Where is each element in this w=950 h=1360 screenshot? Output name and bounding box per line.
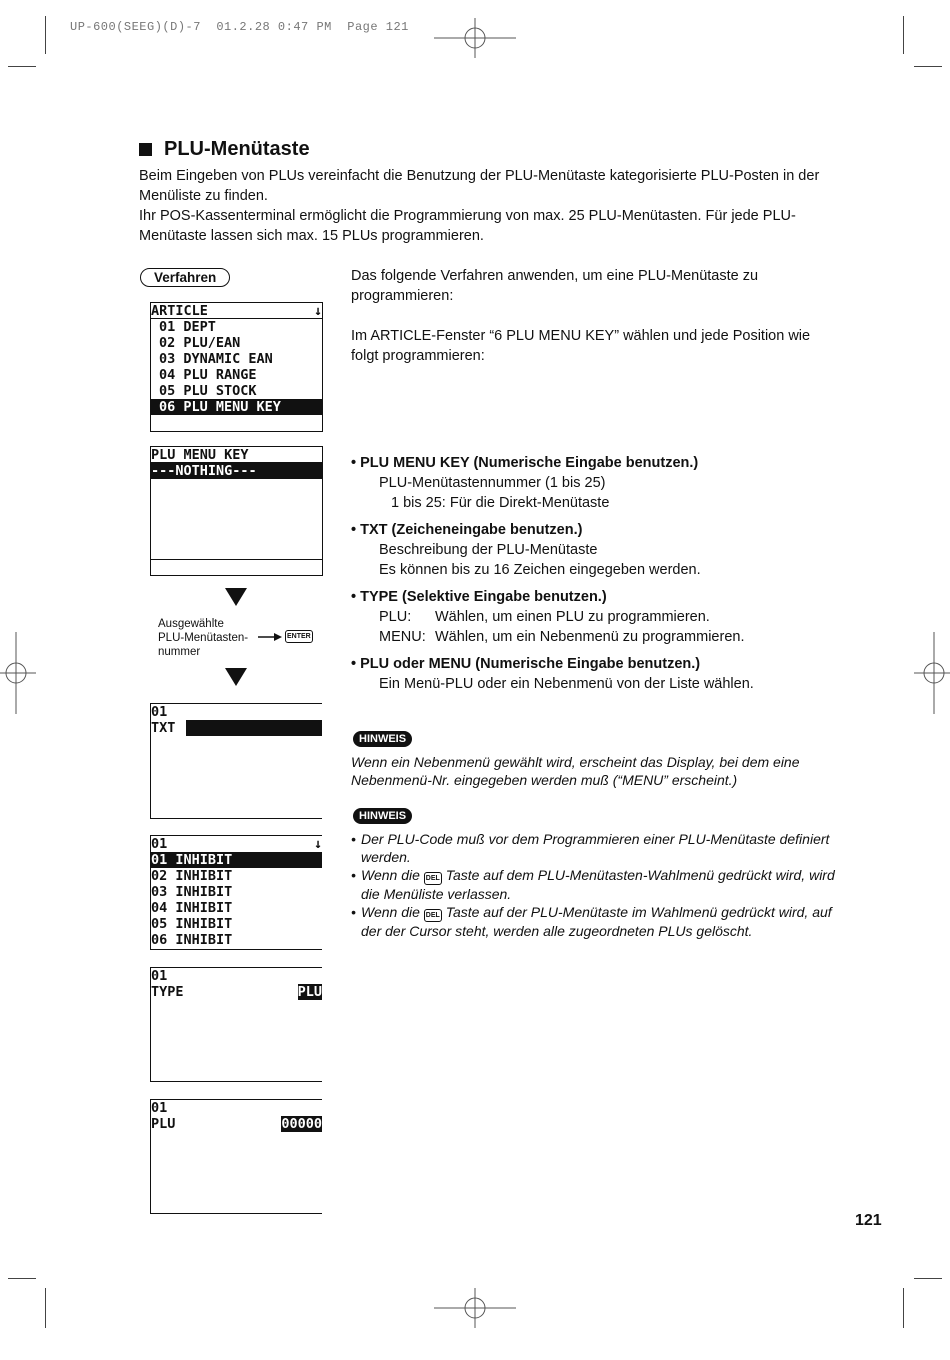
enter-key-icon: ENTER [285,630,313,643]
intro-text: Beim Eingeben von PLUs vereinfacht die Benutzung der PLU-Menütaste kategorisierte PLU-Posten in der Menüliste zu finden. Ihr POS-Kassenterminal ermöglicht die Programmierung von max. 25 PLU-Menütasten. Für jede PLU-Menütaste lassen sich max. 15 PLUs programmieren. [139,168,820,244]
page-number: 121 [855,1212,882,1229]
text-cursor-field [186,720,322,736]
crop-mark [45,16,46,54]
arrow-down-icon [225,668,247,686]
print-slug: UP-600(SEEG)(D)-7 01.2.28 0:47 PM Page 121 [70,20,409,34]
selected-row: 01 INHIBIT [151,852,322,868]
crop-mark [914,1278,942,1279]
field-type: • TYPE (Selektive Eingabe benutzen.) PLU: Wählen, um einen PLU zu programmieren. MENU: Wählen, um ein Nebenmenü zu programmieren. [351,589,745,645]
lcd-type-screen: 01 TYPE PLU [150,967,322,1082]
del-key-icon: DEL [424,872,442,885]
lcd-menu-list-screen: 01 ↓ 01 INHIBIT 02 INHIBIT 03 INHIBIT 04 INHIBIT 05 INHIBIT 06 INHIBIT [151,836,322,948]
selected-row: 06 PLU MENU KEY [151,399,322,415]
side-note: Ausgewählte PLU-Menütasten- nummer [158,618,249,658]
lcd-plu-screen: 01 PLU 00000 [150,1099,322,1214]
crop-mark [45,1288,46,1328]
lcd-article-screen: ARTICLE ↓ 01 DEPT 02 PLU/EAN 03 DYNAMIC EAN 04 PLU RANGE 05 PLU STOCK 06 PLU MENU KEY [150,302,323,432]
lcd-txt-screen: 01 TXT [150,703,322,819]
procedure-badge: Verfahren [140,268,230,287]
type-value: PLU [297,984,322,1000]
arrow-right-icon [258,632,282,642]
plu-value: 00000 [281,1116,322,1132]
del-key-icon: DEL [424,909,442,922]
square-bullet-icon [139,143,152,156]
lcd-plu-menu-key-screen: PLU MENU KEY ---NOTHING--- [150,446,323,576]
hinweis-badge: HINWEIS [353,731,412,747]
section-title: PLU-Menütaste [139,138,310,161]
field-plu-or-menu: • PLU oder MENU (Numerische Eingabe benutzen.) Ein Menü-PLU oder ein Nebenmenü von der Liste wählen. [351,656,754,692]
procedure-text: Das folgende Verfahren anwenden, um eine PLU-Menütaste zu programmieren: Im ARTICLE-Fenster “6 PLU MENU KEY” wählen und jede Position wie folgt programmieren: [351,268,811,364]
list-item: • Wenn die DEL Taste auf dem PLU-Menütasten-Wahlmenü gedrückt wird, wird die Menüliste verlassen. [351,867,835,902]
hinweis-badge: HINWEIS [353,808,412,824]
registration-mark [434,18,516,58]
list-item: • Der PLU-Code muß vor dem Programmieren einer PLU-Menütaste definiert werden. [351,831,830,865]
crop-mark [8,1278,36,1279]
crop-mark [903,16,904,54]
crop-mark [8,66,36,67]
crop-mark [903,1288,904,1328]
registration-mark [914,632,950,714]
scroll-down-icon: ↓ [313,836,322,852]
field-txt: • TXT (Zeicheneingabe benutzen.) Beschreibung der PLU-Menütaste Es können bis zu 16 Zeichen eingegeben werden. [351,522,701,578]
hinweis-list [351,830,851,940]
crop-mark [914,66,942,67]
scroll-down-icon: ↓ [313,303,322,319]
registration-mark [434,1288,516,1328]
selected-row: ---NOTHING--- [151,463,322,479]
registration-mark [0,632,36,714]
list-item: • Wenn die DEL Taste auf der PLU-Menütaste im Wahlmenü gedrückt wird, auf der der Cursor steht, werden alle zugeordneten PLUs gelöscht. [351,904,832,939]
arrow-down-icon [225,588,247,606]
hinweis-text-1: Wenn ein Nebenmenü gewählt wird, erscheint das Display, bei dem eine Nebenmenü-Nr. eingegeben werden muß (“MENU” erscheint.) [351,754,800,788]
field-plu-menu-key: • PLU MENU KEY (Numerische Eingabe benutzen.) PLU-Menütastennummer (1 bis 25) 1 bis 25: Für die Direkt-Menütaste [351,455,699,511]
